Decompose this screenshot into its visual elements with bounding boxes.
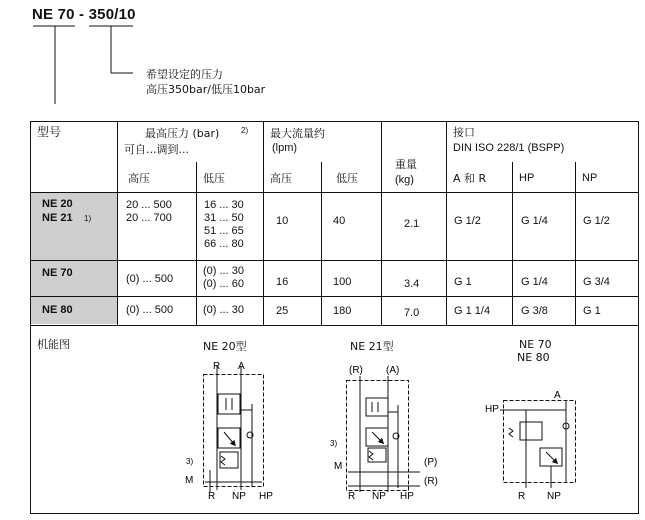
col-high-pressure-header: 高压: [128, 172, 150, 185]
diagram-ne20: [204, 366, 264, 492]
diagram-ne21-title: NE 21型: [350, 340, 394, 353]
col-model-header: 型号: [37, 125, 62, 139]
col-adjust-header: 可自...调到...: [124, 143, 189, 156]
row3-model-ne80: NE 80: [42, 304, 73, 316]
row2-port-hp: G 1/4: [521, 276, 548, 288]
diagram-ne70-ne80: [500, 400, 576, 488]
row3-weight: 7.0: [404, 307, 420, 319]
col-flow-unit: (lpm): [272, 142, 298, 154]
row3-low-pressure: (0) ... 30: [203, 304, 244, 316]
diagram-ne21: [347, 376, 421, 492]
d1-label-HP: HP: [259, 491, 273, 502]
row1-port-ar: G 1/2: [454, 215, 481, 227]
row1-weight: 2.1: [404, 218, 420, 230]
d1-label-M: M: [185, 475, 194, 486]
col-max-pressure-footnote: 2): [241, 126, 249, 135]
row3-port-np: G 1: [583, 305, 601, 317]
d2-label-R: (R): [349, 365, 363, 376]
function-diagram-label: 机能图: [37, 338, 70, 351]
d1-label-A: A: [238, 361, 245, 372]
row1-low-pressure: 16 ... 30 31 ... 50 51 ... 65 66 ... 80: [204, 199, 244, 250]
row1-flow-high: 10: [276, 215, 289, 227]
d1-label-R-bottom: R: [208, 491, 216, 502]
row2-port-np: G 3/4: [583, 276, 610, 288]
d1-label-R: R: [213, 361, 221, 372]
d3-label-HP: HP: [485, 404, 499, 415]
row3-port-ar: G 1 1/4: [454, 305, 491, 317]
d2-label-note3: 3): [330, 439, 338, 448]
diagram-ne80-title: NE 80: [517, 351, 550, 364]
row3-port-hp: G 3/8: [521, 305, 548, 317]
diagram-ne70-title: NE 70: [519, 338, 552, 351]
row3-high-pressure: (0) ... 500: [126, 304, 174, 316]
row2-weight: 3.4: [404, 278, 420, 290]
row3-flow-low: 180: [333, 305, 352, 317]
col-max-flow-header: 最大流量约: [270, 127, 325, 140]
row1-high-pressure: 20 ... 500 20 ... 700: [126, 199, 172, 224]
d2-label-R-right: (R): [424, 476, 438, 487]
row1-flow-low: 40: [333, 215, 346, 227]
d3-label-A: A: [554, 390, 561, 401]
row2-low-pressure: (0) ... 30 (0) ... 60: [203, 265, 244, 290]
d3-label-R: R: [518, 491, 526, 502]
row1-model-ne21: NE 21: [42, 212, 73, 224]
row2-model-ne70: NE 70: [42, 267, 73, 279]
col-max-pressure-header: 最高压力 (bar): [145, 127, 220, 140]
pressure-note-1: 希望设定的压力: [146, 68, 223, 81]
col-flow-high-header: 高压: [270, 172, 292, 185]
col-weight-header: 重量: [395, 158, 417, 171]
d2-label-M: M: [334, 461, 343, 472]
col-port-header: 接口: [453, 126, 475, 139]
model-code: NE 70 - 350/10: [32, 6, 136, 23]
row1-model-ne20: NE 20: [42, 198, 73, 210]
row2-port-ar: G 1: [454, 276, 472, 288]
d2-label-HP: HP: [400, 491, 414, 502]
d2-label-NP: NP: [372, 491, 386, 502]
col-port-hp-header: HP: [519, 172, 535, 184]
col-flow-low-header: 低压: [336, 172, 358, 185]
col-port-np-header: NP: [582, 172, 598, 184]
d2-label-A: (A): [386, 365, 400, 376]
row1-port-np: G 1/2: [583, 215, 610, 227]
row1-model-footnote: 1): [84, 214, 92, 223]
diagram-ne20-title: NE 20型: [203, 340, 247, 353]
row2-flow-high: 16: [276, 276, 289, 288]
row3-flow-high: 25: [276, 305, 289, 317]
row2-flow-low: 100: [333, 276, 352, 288]
d3-label-NP: NP: [547, 491, 561, 502]
pressure-note-2: 高压350bar/低压10bar: [146, 83, 266, 96]
col-port-ar-header: A 和 R: [453, 172, 487, 185]
d2-label-P: (P): [424, 457, 438, 468]
col-port-standard: DIN ISO 228/1 (BSPP): [453, 142, 565, 154]
row2-high-pressure: (0) ... 500: [126, 273, 174, 285]
col-weight-unit: (kg): [395, 174, 414, 186]
d2-label-R-bottom: R: [348, 491, 356, 502]
col-low-pressure-header: 低压: [203, 172, 225, 185]
d1-label-note3: 3): [186, 457, 194, 466]
row1-port-hp: G 1/4: [521, 215, 548, 227]
d1-label-NP: NP: [232, 491, 246, 502]
